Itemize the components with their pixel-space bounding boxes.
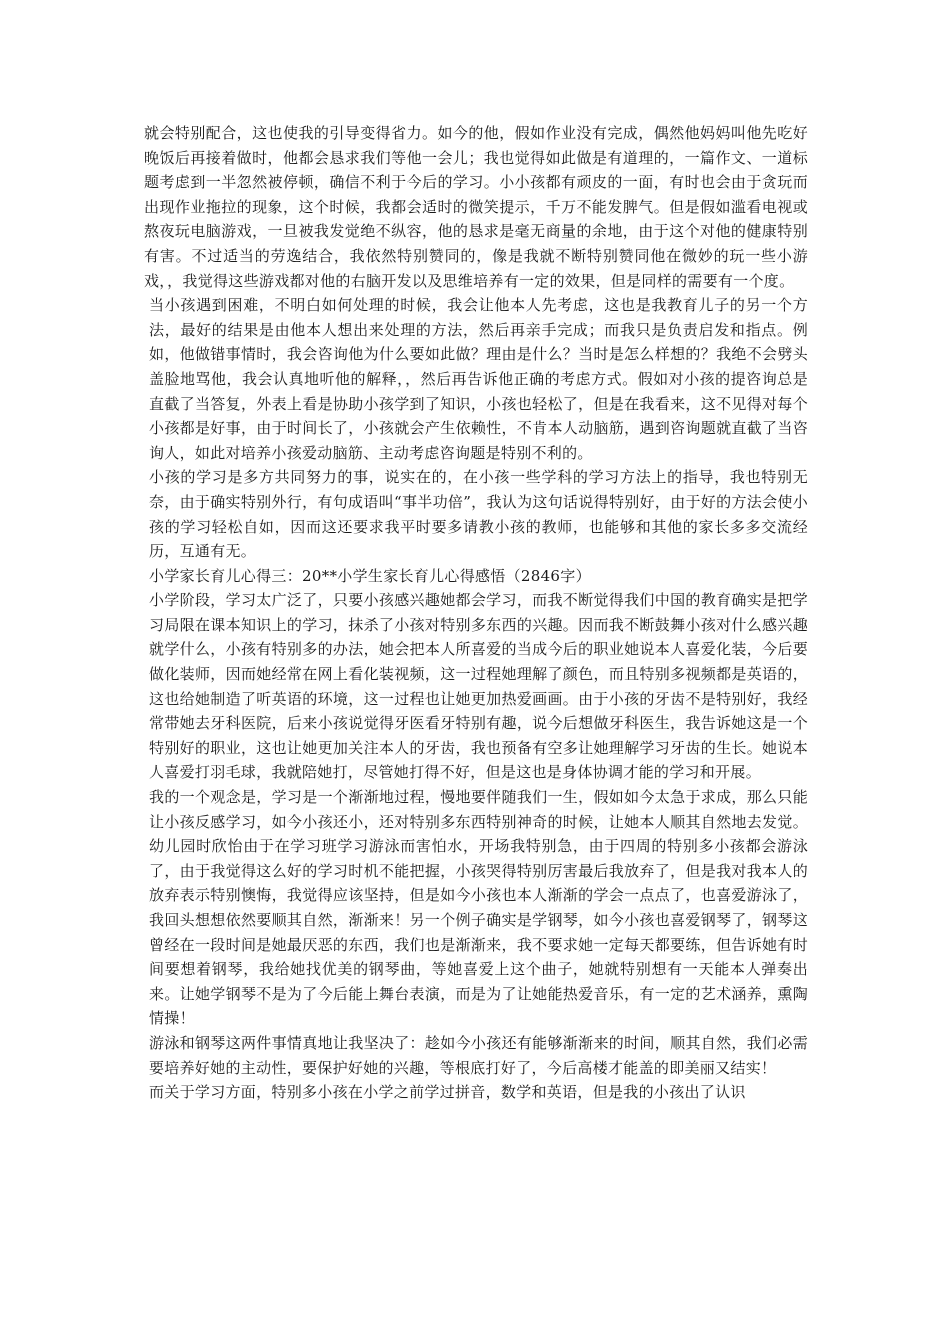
paragraph-7: 游泳和钢琴这两件事情真地让我坚决了：趁如今小孩还有能够渐渐来的时间，顺其自然，我们必需要培养好她的主动性，要保护好她的兴趣，等根底打好了，今后高楼才能盖的即美丽又结实！ [149,1033,808,1077]
paragraph-2: 当小孩遇到困难，不明白如何处理的时候，我会让他本人先考虑，这也是我教育儿子的另一个方法，最好的结果是由他本人想出来处理的方法，然后再亲手完成；而我只是负责启发和指点。例如，他做错事情时，我会咨询他为什么要如此做？理由是什么？当时是怎么样想的？我绝不会劈头盖脸地骂他，我会认真地听他的解释，，然后再告诉他正确的考虑方式。假如对小孩的提咨询总是直截了当答复，外表上看是协助小孩学到了知识，小孩也轻松了，但是在我看来，这不见得对每个小孩都是好事，由于时间长了，小孩就会产生依赖性，不肯本人动脑筋，遇到咨询题就直截了当咨询人，如此对培养小孩爱动脑筋、主动考虑咨询题是特别不利的。 [149,296,808,462]
document-page [144,121,808,1105]
paragraph-3: 小孩的学习是多方共同努力的事，说实在的，在小孩一些学科的学习方法上的指导，我也特别无奈，由于确实特别外行，有句成语叫“事半功倍”，我认为这句话说得特别好，由于好的方法会使小孩的学习轻松自如，因而这还要求我平时要多请教小孩的教师，也能够和其他的家长多多交流经历，互通有无。 [149,468,808,561]
paragraph-6: 我的一个观念是，学习是一个渐渐地过程，慢地要伴随我们一生，假如如今太急于求成，那么只能让小孩反感学习，如今小孩还小，还对特别多东西特别神奇的时候，让她本人顺其自然地去发觉。幼儿园时欣怡由于在学习班学习游泳而害怕水，开场我特别急，由于四周的特别多小孩都会游泳了，由于我觉得这么好的学习时机不能把握，小孩哭得特别厉害最后我放弃了，但是我对我本人的放弃表示特别懊悔，我觉得应该坚持，但是如今小孩也本人渐渐的学会一点点了，也喜爱游泳了，我回头想想依然要顺其自然，渐渐来！另一个例子确实是学钢琴，如今小孩也喜爱钢琴了，钢琴这曾经在一段时间是她最厌恶的东西，我们也是渐渐来，我不要求她一定每天都要练，但告诉她有时间要想着钢琴，我给她找优美的钢琴曲，等她喜爱上这个曲子，她就特别想有一天能本人弹奏出来。让她学钢琴不是为了今后能上舞台表演，而是为了让她能热爱音乐，有一定的艺术涵养，熏陶情操！ [149,788,808,1028]
paragraph-5: 小学阶段，学习太广泛了，只要小孩感兴趣她都会学习，而我不断觉得我们中国的教育确实是把学习局限在课本知识上的学习，抹杀了小孩对特别多东西的兴趣。因而我不断鼓舞小孩对什么感兴趣就学什么，小孩有特别多的办法，她会把本人所喜爱的当成今后的职业她说本人喜爱化装，今后要做化装师，因而她经常在网上看化装视频，这一过程她理解了颜色，而且特别多视频都是英语的，这也给她制造了听英语的环境，这一过程也让她更加热爱画画。由于小孩的牙齿不是特别好，我经常带她去牙科医院，后来小孩说觉得牙医看牙特别有趣，说今后想做牙科医生，我告诉她这是一个特别好的职业，这也让她更加关注本人的牙齿，我也预备有空多让她理解学习牙齿的生长。她说本人喜爱打羽毛球，我就陪她打，尽管她打得不好，但是这也是身体协调才能的学习和开展。 [149,591,808,782]
section-heading: 小学家长育儿心得三：20**小学生家长育儿心得感悟（2846字） [149,566,591,585]
paragraph-1: 就会特别配合，这也使我的引导变得省力。如今的他，假如作业没有完成，偶然他妈妈叫他先吃好晚饭后再接着做时，他都会恳求我们等他一会儿；我也觉得如此做是有道理的，一篇作文、一道标题考虑到一半忽然被停顿，确信不利于今后的学习。小小孩都有顽皮的一面，有时也会由于贪玩而出现作业拖拉的现象，这个时候，我都会适时的微笑提示，千万不能发脾气。但是假如滥看电视或熬夜玩电脑游戏，一旦被我发觉绝不纵容，他的恳求是毫无商量的余地，由于这个对他的健康特别有害。不过适当的劳逸结合，我依然特别赞同的，像是我就不断特别赞同他在微妙的玩一些小游戏，，我觉得这些游戏都对他的右脑开发以及思维培养有一定的效果，但是同样的需要有一个度。 [144,124,808,290]
paragraph-8: 而关于学习方面，特别多小孩在小学之前学过拼音，数学和英语，但是我的小孩出了认识 [149,1083,746,1102]
